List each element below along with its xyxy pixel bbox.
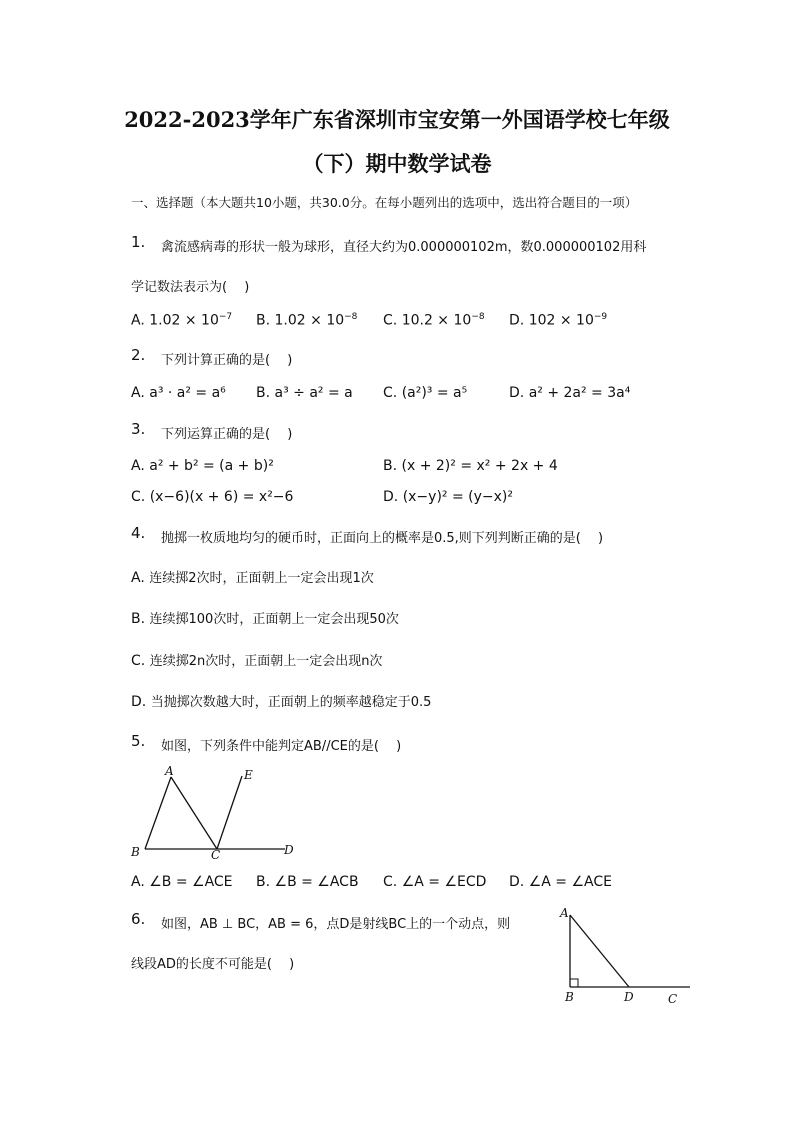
- option-label: A.: [131, 570, 145, 586]
- q1-option-c[interactable]: [383, 312, 485, 329]
- right-angle-mark: [570, 979, 578, 987]
- option-text: ∠A = ∠ECD: [401, 874, 487, 890]
- option-text: a² + 2a² = 3a⁴: [528, 385, 631, 401]
- q3-option-d[interactable]: [383, 489, 513, 505]
- option-text: 当抛掷次数越大时，正面朝上的频率越稳定于0.5: [150, 695, 432, 710]
- q3-option-b[interactable]: [383, 458, 558, 474]
- option-base: 102 × 10: [528, 312, 594, 329]
- q5-label-e: E: [244, 768, 253, 782]
- q4-number: 4.: [131, 524, 146, 542]
- option-exp: −8: [471, 312, 485, 322]
- q2-option-d[interactable]: [509, 385, 630, 401]
- q5-number: 5.: [131, 732, 146, 750]
- q4-option-d[interactable]: [131, 691, 431, 710]
- q6-label-c: C: [668, 992, 678, 1006]
- q1-text-line2: 学记数法表示为( ): [131, 280, 250, 295]
- q5-option-c[interactable]: [383, 874, 486, 890]
- option-label: D.: [509, 312, 525, 329]
- q2-option-a[interactable]: [131, 385, 226, 401]
- q6-number: 6.: [131, 910, 146, 928]
- q5-label-a: A: [165, 764, 174, 778]
- line-ab: [145, 777, 171, 849]
- q1-text-line1: 禽流感病毒的形状一般为球形，直径大约为0.000000102m，数0.000000102用科: [161, 240, 647, 255]
- q4-text: 抛掷一枚质地均匀的硬币时，正面向上的概率是0.5,则下列判断正确的是( ): [161, 531, 604, 546]
- q3-number: 3.: [131, 420, 146, 438]
- option-label: A.: [131, 312, 145, 329]
- section-header: 一、选择题（本大题共10小题，共30.0分。在每小题列出的选项中，选出符合题目的一项）: [131, 195, 638, 210]
- option-label: C.: [383, 874, 398, 890]
- q5-text: 如图，下列条件中能判定AB//CE的是( ): [161, 739, 402, 754]
- option-label: D.: [383, 489, 399, 505]
- q3-option-c[interactable]: [131, 489, 293, 505]
- option-text: a² + b² = (a + b)²: [149, 458, 274, 474]
- option-text: (x−6)(x + 6) = x²−6: [149, 489, 294, 505]
- option-exp: −7: [218, 312, 233, 322]
- q5-label-d: D: [284, 843, 294, 857]
- option-label: B.: [256, 385, 271, 401]
- option-exp: −8: [344, 312, 358, 322]
- q6-figure: [560, 905, 695, 995]
- option-label: C.: [383, 312, 398, 329]
- q1-option-b[interactable]: [256, 312, 357, 329]
- option-label: A.: [131, 458, 145, 474]
- option-text: 连续掷100次时，正面朝上一定会出现50次: [149, 612, 399, 627]
- title-line-1: 2022-2023学年广东省深圳市宝安第一外国语学校七年级: [124, 107, 670, 132]
- option-text: ∠B = ∠ACE: [149, 874, 233, 890]
- q5-option-d[interactable]: [509, 874, 612, 890]
- option-label: A.: [131, 385, 145, 401]
- option-text: a³ · a² = a⁶: [149, 385, 226, 401]
- option-text: ∠A = ∠ACE: [528, 874, 612, 890]
- option-label: D.: [509, 385, 525, 401]
- option-text: (x−y)² = (y−x)²: [402, 489, 513, 505]
- option-label: C.: [131, 489, 146, 505]
- option-label: D.: [131, 694, 147, 710]
- option-base: 1.02 × 10: [149, 312, 219, 329]
- q4-option-b[interactable]: [131, 608, 399, 627]
- q6-label-d: D: [624, 990, 634, 1004]
- option-text: 连续掷2次时，正面朝上一定会出现1次: [149, 571, 374, 586]
- q6-label-b: B: [565, 990, 574, 1004]
- option-text: ∠B = ∠ACB: [274, 874, 359, 890]
- option-label: B.: [131, 611, 146, 627]
- q5-label-b: B: [131, 845, 140, 859]
- line-ce: [217, 776, 242, 849]
- option-label: B.: [256, 312, 271, 329]
- q1-option-a[interactable]: [131, 312, 232, 329]
- option-label: C.: [131, 653, 146, 669]
- q5-option-b[interactable]: [256, 874, 359, 890]
- option-text: (a²)³ = a⁵: [401, 385, 468, 401]
- q1-option-d[interactable]: [509, 312, 607, 329]
- option-label: A.: [131, 874, 145, 890]
- q5-label-c: C: [211, 848, 221, 862]
- q6-text-line1: 如图，AB ⊥ BC，AB = 6，点D是射线BC上的一个动点，则: [161, 917, 511, 932]
- option-text: 连续掷2n次时，正面朝上一定会出现n次: [149, 654, 383, 669]
- option-label: C.: [383, 385, 398, 401]
- line-ac: [171, 777, 217, 849]
- q3-text: 下列运算正确的是( ): [161, 427, 293, 442]
- q2-text: 下列计算正确的是( ): [161, 353, 293, 368]
- q4-option-c[interactable]: [131, 650, 382, 669]
- q6-label-a: A: [560, 906, 569, 920]
- q5-option-a[interactable]: [131, 874, 233, 890]
- line-ad: [570, 915, 629, 987]
- q1-number: 1.: [131, 233, 146, 251]
- q2-number: 2.: [131, 346, 146, 364]
- q4-option-a[interactable]: [131, 567, 374, 586]
- option-text: a³ ÷ a² = a: [274, 385, 353, 401]
- q2-option-c[interactable]: [383, 385, 467, 401]
- title-line-2: （下）期中数学试卷: [302, 151, 492, 176]
- q2-option-b[interactable]: [256, 385, 353, 401]
- q3-option-a[interactable]: [131, 458, 274, 474]
- option-label: D.: [509, 874, 525, 890]
- option-text: (x + 2)² = x² + 2x + 4: [401, 458, 558, 474]
- option-base: 10.2 × 10: [401, 312, 472, 329]
- option-label: B.: [256, 874, 271, 890]
- option-base: 1.02 × 10: [274, 312, 345, 329]
- option-label: B.: [383, 458, 398, 474]
- option-exp: −9: [593, 312, 608, 322]
- q6-text-line2: 线段AD的长度不可能是( ): [131, 957, 295, 972]
